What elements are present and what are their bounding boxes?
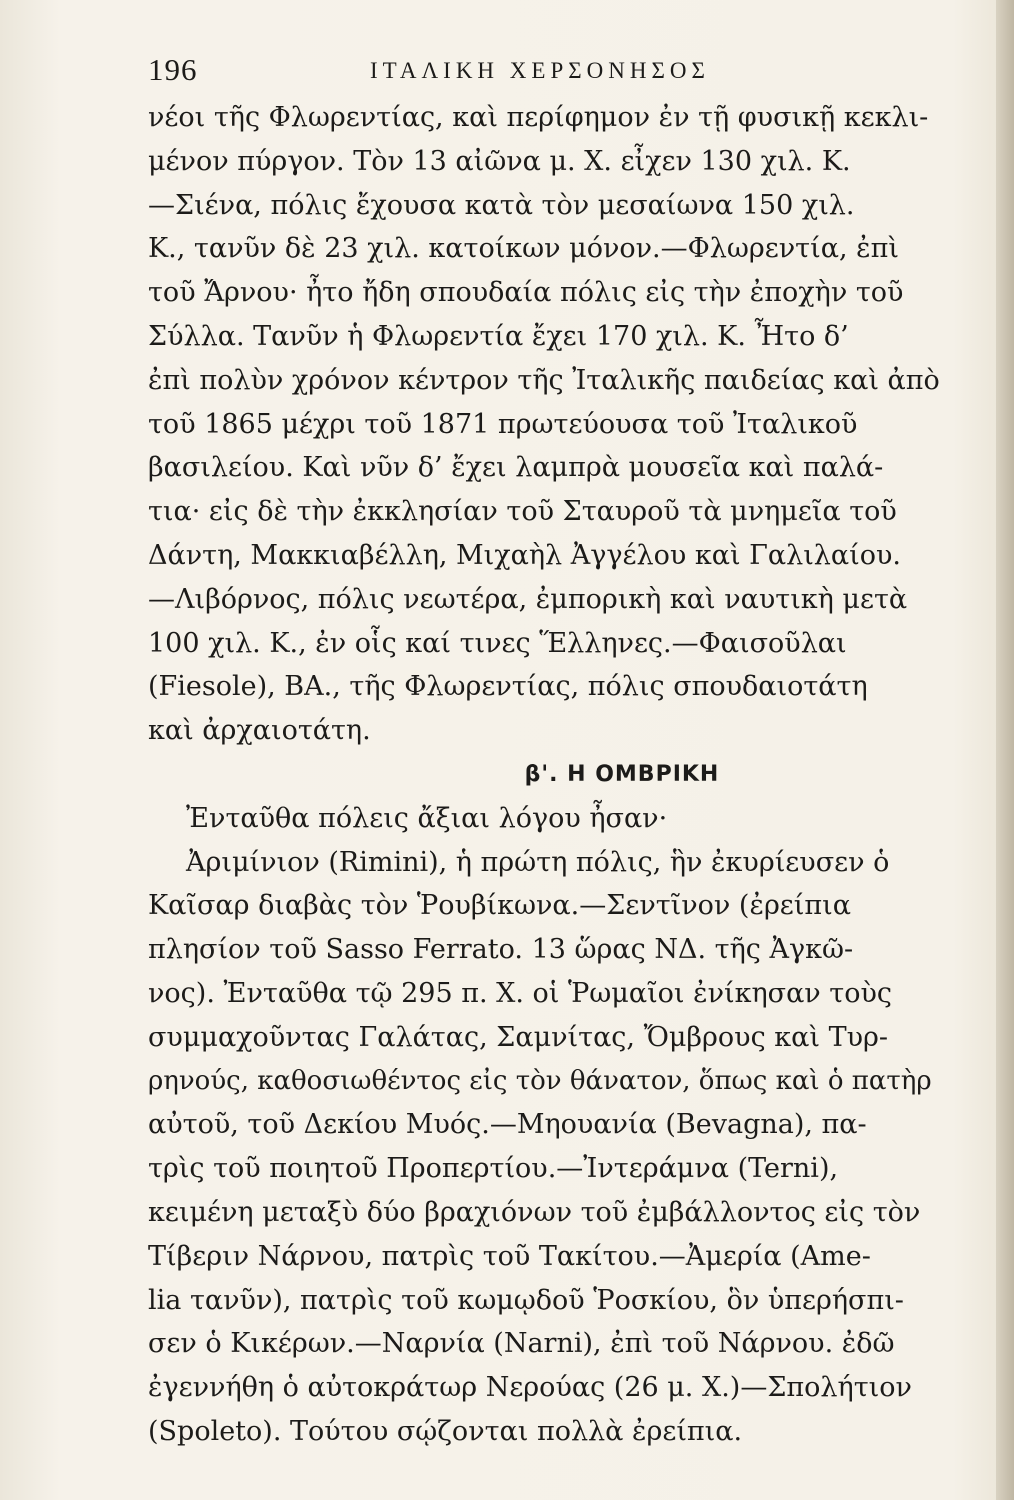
text-line: (Fiesole), ΒΑ., τῆς Φλωρεντίας, πόλις σπουδαιοτάτη xyxy=(148,671,868,703)
text-line: Δάντη, Μακκιαβέλλη, Μιχαὴλ Ἀγγέλου καὶ Γαλιλαίου. xyxy=(148,539,901,571)
text-line: τοῦ Ἄρνου· ἦτο ἤδη σπουδαία πόλις εἰς τὴν ἐποχὴν τοῦ xyxy=(148,277,904,309)
text-line: Ἐνταῦθα πόλεις ἄξιαι λόγου ἦσαν· xyxy=(186,802,668,834)
running-title: ΙΤΑΛΙΚΗ ΧΕΡΣΟΝΗΣΟΣ xyxy=(370,58,710,83)
text-line: —Λιβόρνος, πόλις νεωτέρα, ἐμπορικὴ καὶ ναυτικὴ μετὰ xyxy=(148,583,908,615)
text-line: (Spoleto). Τούτου σῴζονται πολλὰ ἐρείπια. xyxy=(148,1415,743,1447)
text-line: lia τανῦν), πατρὶς τοῦ κωμῳδοῦ Ῥοσκίου, ὃν ὑπερήσπι- xyxy=(148,1284,904,1316)
text-line: βασιλείου. Καὶ νῦν δ’ ἔχει λαμπρὰ μουσεῖα καὶ παλά- xyxy=(148,452,884,484)
text-line: σεν ὁ Κικέρων.—Ναρνία (Narni), ἐπὶ τοῦ Νάρνου. ἐδῶ xyxy=(148,1328,895,1360)
page-number: 196 xyxy=(148,52,198,87)
text-line: συμμαχοῦντας Γαλάτας, Σαμνίτας, Ὄμβρους καὶ Τυρ- xyxy=(148,1021,888,1053)
text-line: τια· εἰς δὲ τὴν ἐκκλησίαν τοῦ Σταυροῦ τὰ μνημεῖα τοῦ xyxy=(148,496,897,528)
text-line: αὐτοῦ, τοῦ Δεκίου Μυός.—Μηουανία (Bevagna), πα- xyxy=(148,1109,867,1141)
text-line: τρὶς τοῦ ποιητοῦ Προπερτίου.—Ἰντεράμνα (Terni), xyxy=(148,1153,839,1185)
text-line: κειμένη μεταξὺ δύο βραχιόνων τοῦ ἐμβάλλοντος εἰς τὸν xyxy=(148,1196,921,1228)
text-line: ρηνούς, καθοσιωθέντος εἰς τὸν θάνατον, ὅπως καὶ ὁ πατὴρ xyxy=(148,1065,932,1096)
text-line: Σύλλα. Τανῦν ἡ Φλωρεντία ἔχει 170 χιλ. Κ. Ἦτο δ’ xyxy=(148,320,849,352)
text-line: Καῖσαρ διαβὰς τὸν Ῥουβίκωνα.—Σεντῖνον (ἐρείπια xyxy=(148,890,851,922)
text-line: ἐγεννήθη ὁ αὐτοκράτωρ Νερούας (26 μ. Χ.)—Σπολήτιον xyxy=(148,1372,912,1404)
text-line: τοῦ 1865 μέχρι τοῦ 1871 πρωτεύουσα τοῦ Ἰταλικοῦ xyxy=(148,408,858,440)
body-text xyxy=(148,96,966,1454)
text-line: μένον πύργον. Τὸν 13 αἰῶνα μ. Χ. εἶχεν 130 χιλ. Κ. xyxy=(148,145,851,177)
page-header xyxy=(148,52,828,92)
text-line: Ἀριμίνιον (Rimini), ἡ πρώτη πόλις, ἣν ἐκυρίευσεν ὁ xyxy=(186,846,890,878)
text-line: πλησίον τοῦ Sasso Ferrato. 13 ὥρας ΝΔ. τῆς Ἀγκῶ- xyxy=(148,934,854,966)
page-edge xyxy=(996,0,1014,1500)
section-heading: β'. Η ΟΜΒΡΙΚΗ xyxy=(524,761,720,787)
text-line: Τίβεριν Νάρνου, πατρὶς τοῦ Τακίτου.—Ἀμερία (Ame- xyxy=(148,1240,871,1272)
text-line: 100 χιλ. Κ., ἐν οἷς καί τινες Ἕλληνες.—Φαισοῦλαι xyxy=(148,627,847,659)
text-line: Κ., τανῦν δὲ 23 χιλ. κατοίκων μόνον.—Φλωρεντία, ἐπὶ xyxy=(148,233,899,265)
text-line: νέοι τῆς Φλωρεντίας, καὶ περίφημον ἐν τῇ φυσικῇ κεκλι- xyxy=(148,102,929,133)
text-line: καὶ ἀρχαιοτάτη. xyxy=(148,715,371,747)
text-line: νος). Ἐνταῦθα τῷ 295 π. Χ. οἱ Ῥωμαῖοι ἐνίκησαν τοὺς xyxy=(148,977,893,1009)
text-line: ἐπὶ πολὺν χρόνον κέντρον τῆς Ἰταλικῆς παιδείας καὶ ἀπὸ xyxy=(148,364,940,396)
text-line: —Σιένα, πόλις ἔχουσα κατὰ τὸν μεσαίωνα 150 χιλ. xyxy=(148,189,855,221)
